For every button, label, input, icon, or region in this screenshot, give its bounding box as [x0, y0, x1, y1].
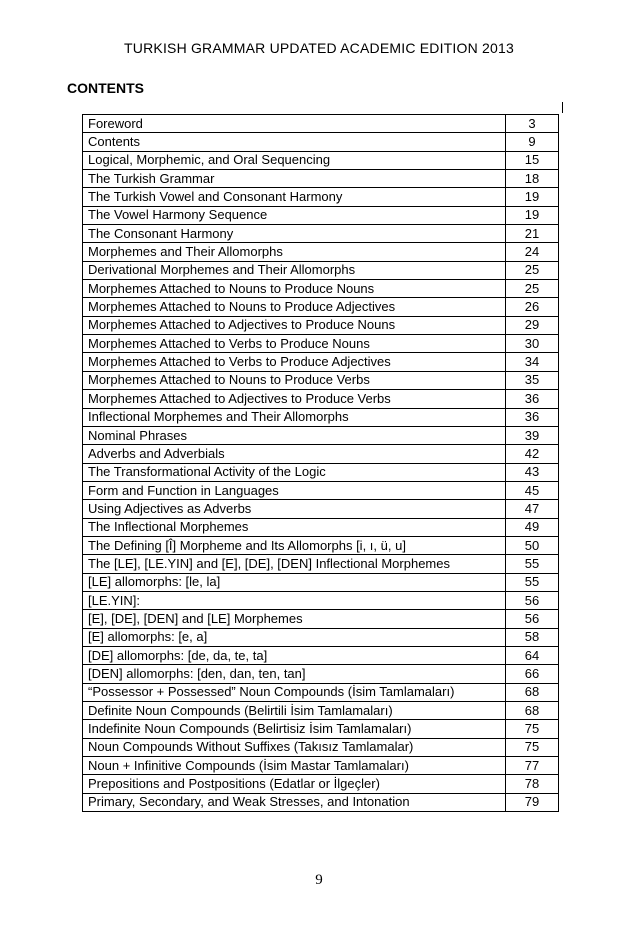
toc-entry-title: Noun Compounds Without Suffixes (Takısız Tamlamalar) [83, 738, 506, 756]
toc-entry-page: 79 [506, 793, 559, 811]
toc-row [83, 793, 559, 811]
toc-entry-title: [E] allomorphs: [e, a] [83, 628, 506, 646]
toc-row [83, 243, 559, 261]
toc-entry-page: 64 [506, 646, 559, 664]
toc-entry-title: [DEN] allomorphs: [den, dan, ten, tan] [83, 665, 506, 683]
toc-entry-page: 58 [506, 628, 559, 646]
toc-entry-page: 35 [506, 371, 559, 389]
toc-entry-title: The Turkish Vowel and Consonant Harmony [83, 188, 506, 206]
toc-row [83, 188, 559, 206]
toc-entry-title: The Vowel Harmony Sequence [83, 206, 506, 224]
toc-entry-page: 19 [506, 206, 559, 224]
toc-row [83, 646, 559, 664]
toc-entry-page: 68 [506, 702, 559, 720]
toc-entry-title: Contents [83, 133, 506, 151]
toc-entry-title: Inflectional Morphemes and Their Allomorphs [83, 408, 506, 426]
toc-row [83, 371, 559, 389]
toc-entry-title: Morphemes Attached to Nouns to Produce Nouns [83, 280, 506, 298]
toc-entry-title: Definite Noun Compounds (Belirtili İsim Tamlamaları) [83, 702, 506, 720]
toc-entry-title: Morphemes Attached to Nouns to Produce Adjectives [83, 298, 506, 316]
toc-row [83, 591, 559, 609]
toc-entry-page: 75 [506, 720, 559, 738]
toc-row [83, 170, 559, 188]
toc-row [83, 628, 559, 646]
toc-entry-title: Primary, Secondary, and Weak Stresses, and Intonation [83, 793, 506, 811]
contents-heading: CONTENTS [67, 80, 144, 96]
toc-row [83, 481, 559, 499]
toc-row [83, 298, 559, 316]
toc-entry-title: Morphemes Attached to Verbs to Produce Nouns [83, 335, 506, 353]
toc-entry-page: 36 [506, 390, 559, 408]
toc-entry-page: 68 [506, 683, 559, 701]
running-header: TURKISH GRAMMAR UPDATED ACADEMIC EDITION 2013 [124, 40, 514, 56]
contents-table-body [83, 115, 559, 812]
toc-entry-title: Noun + Infinitive Compounds (İsim Mastar Tamlamaları) [83, 757, 506, 775]
toc-entry-page: 30 [506, 335, 559, 353]
toc-row [83, 738, 559, 756]
toc-entry-title: The Defining [Î] Morpheme and Its Allomorphs [i, ı, ü, u] [83, 536, 506, 554]
toc-entry-title: Morphemes Attached to Verbs to Produce Adjectives [83, 353, 506, 371]
toc-entry-title: [LE] allomorphs: [le, la] [83, 573, 506, 591]
toc-entry-title: Morphemes and Their Allomorphs [83, 243, 506, 261]
toc-entry-page: 45 [506, 481, 559, 499]
toc-entry-page: 56 [506, 610, 559, 628]
toc-row [83, 280, 559, 298]
toc-row [83, 316, 559, 334]
toc-entry-page: 50 [506, 536, 559, 554]
toc-entry-title: [DE] allomorphs: [de, da, te, ta] [83, 646, 506, 664]
toc-entry-page: 36 [506, 408, 559, 426]
toc-entry-page: 9 [506, 133, 559, 151]
toc-row [83, 573, 559, 591]
toc-row [83, 426, 559, 444]
toc-row [83, 536, 559, 554]
toc-entry-page: 34 [506, 353, 559, 371]
toc-row [83, 720, 559, 738]
toc-entry-page: 43 [506, 463, 559, 481]
toc-entry-title: Logical, Morphemic, and Oral Sequencing [83, 151, 506, 169]
toc-entry-page: 56 [506, 591, 559, 609]
toc-entry-page: 66 [506, 665, 559, 683]
toc-entry-title: Prepositions and Postpositions (Edatlar or İlgeçler) [83, 775, 506, 793]
toc-entry-title: [E], [DE], [DEN] and [LE] Morphemes [83, 610, 506, 628]
toc-entry-page: 77 [506, 757, 559, 775]
toc-row [83, 151, 559, 169]
toc-row [83, 225, 559, 243]
toc-entry-page: 78 [506, 775, 559, 793]
toc-row [83, 610, 559, 628]
toc-entry-title: Derivational Morphemes and Their Allomorphs [83, 261, 506, 279]
toc-row [83, 500, 559, 518]
toc-entry-page: 75 [506, 738, 559, 756]
toc-row [83, 775, 559, 793]
toc-entry-page: 21 [506, 225, 559, 243]
toc-entry-page: 42 [506, 445, 559, 463]
toc-entry-page: 25 [506, 280, 559, 298]
toc-row [83, 518, 559, 536]
toc-entry-title: Nominal Phrases [83, 426, 506, 444]
toc-entry-title: [LE.YIN]: [83, 591, 506, 609]
toc-entry-title: The Transformational Activity of the Logic [83, 463, 506, 481]
margin-mark [562, 102, 563, 113]
toc-entry-title: Morphemes Attached to Adjectives to Produce Verbs [83, 390, 506, 408]
toc-entry-title: Adverbs and Adverbials [83, 445, 506, 463]
toc-row [83, 555, 559, 573]
toc-row [83, 665, 559, 683]
toc-entry-page: 25 [506, 261, 559, 279]
toc-entry-title: Foreword [83, 115, 506, 133]
toc-entry-page: 39 [506, 426, 559, 444]
toc-entry-page: 18 [506, 170, 559, 188]
toc-row [83, 115, 559, 133]
toc-entry-page: 24 [506, 243, 559, 261]
toc-row [83, 206, 559, 224]
toc-entry-title: The Consonant Harmony [83, 225, 506, 243]
contents-table [82, 114, 559, 812]
toc-row [83, 261, 559, 279]
toc-row [83, 445, 559, 463]
toc-entry-page: 19 [506, 188, 559, 206]
toc-entry-title: Form and Function in Languages [83, 481, 506, 499]
toc-row [83, 133, 559, 151]
toc-row [83, 390, 559, 408]
toc-row [83, 335, 559, 353]
toc-row [83, 353, 559, 371]
toc-entry-page: 3 [506, 115, 559, 133]
toc-entry-page: 29 [506, 316, 559, 334]
toc-entry-title: “Possessor + Possessed” Noun Compounds (İsim Tamlamaları) [83, 683, 506, 701]
toc-entry-page: 47 [506, 500, 559, 518]
toc-entry-title: Morphemes Attached to Nouns to Produce Verbs [83, 371, 506, 389]
toc-row [83, 408, 559, 426]
toc-entry-page: 49 [506, 518, 559, 536]
page-number: 9 [315, 872, 323, 888]
toc-entry-page: 26 [506, 298, 559, 316]
toc-entry-title: Morphemes Attached to Adjectives to Produce Nouns [83, 316, 506, 334]
toc-row [83, 683, 559, 701]
toc-entry-title: The Inflectional Morphemes [83, 518, 506, 536]
toc-entry-title: The Turkish Grammar [83, 170, 506, 188]
toc-entry-page: 55 [506, 573, 559, 591]
toc-row [83, 463, 559, 481]
toc-entry-page: 55 [506, 555, 559, 573]
toc-entry-title: Indefinite Noun Compounds (Belirtisiz İsim Tamlamaları) [83, 720, 506, 738]
toc-entry-page: 15 [506, 151, 559, 169]
toc-row [83, 757, 559, 775]
toc-entry-title: Using Adjectives as Adverbs [83, 500, 506, 518]
toc-entry-title: The [LE], [LE.YIN] and [E], [DE], [DEN] Inflectional Morphemes [83, 555, 506, 573]
toc-row [83, 702, 559, 720]
